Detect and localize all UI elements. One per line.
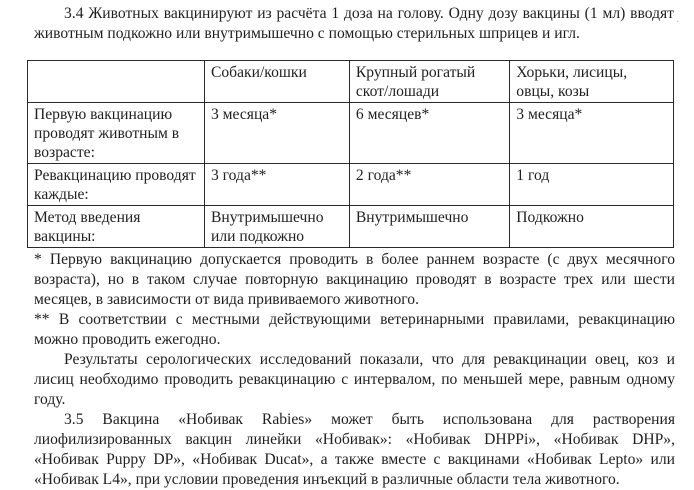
table-row: [28, 103, 674, 164]
table-row-label: Первую вакцинацию проводят животным в возрасте:: [28, 103, 205, 164]
section-number: 3.4: [64, 5, 84, 22]
table-cell: 3 месяца*: [510, 103, 674, 164]
table-row-label: Метод введения вакцины:: [28, 206, 205, 248]
table-cell: 3 месяца*: [204, 103, 349, 164]
table-header-cell: [28, 61, 205, 103]
margin-mark: .: [676, 11, 679, 25]
table-header-cell: Хорьки, лисицы, овцы, козы: [510, 61, 674, 103]
table-header-cell: Крупный рогатый скот/лошади: [349, 61, 509, 103]
table-cell: 3 года**: [204, 164, 349, 206]
table-header-row: [28, 61, 674, 103]
footnote-first-vaccination: * Первую вакцинацию допускается проводить в более раннем возрасте (с двух месячного возраста), но в таком случае повторную вакцинацию проводят в возрасте трех или шести месяцев, в зависимости от вида прививаемого животного.: [34, 251, 675, 308]
table-cell: Внутримышечно: [349, 206, 509, 248]
intro-paragraph: [34, 4, 674, 44]
footnote-revaccination: ** В соответствии с местными действующими ветеринарными правилами, ревакцинацию можно проводить ежегодно.: [34, 311, 675, 348]
section-3-5-paragraph: 3.5 Вакцина «Нобивак Rabies» может быть использована для растворения лиофилизированных вакцин линейки «Нобивак»: «Нобивак DHPPi», «Нобивак DHP», «Нобивак Puppy DP», «Нобивак Ducat», а также вместе с вакцинами «Нобивак Lepto» или «Нобивак L4», при условии проведения инъекций в различные области тела животного.: [34, 411, 675, 488]
table-row: [28, 164, 674, 206]
table-row: [28, 206, 674, 248]
table-cell: Внутримышечно или подкожно: [204, 206, 349, 248]
notes-block: [34, 250, 675, 490]
table-cell: Подкожно: [510, 206, 674, 248]
table-cell: 2 года**: [349, 164, 509, 206]
table-cell: 1 год: [510, 164, 674, 206]
serology-paragraph: Результаты серологических исследований показали, что для ревакцинации овец, коз и лисиц необходимо проводить ревакцинацию с интервалом, по меньшей мере, равным одному году.: [34, 351, 675, 408]
table-row-label: Ревакцинацию проводят каждые:: [28, 164, 205, 206]
vaccination-table: [27, 60, 674, 248]
table-header-cell: Собаки/кошки: [204, 61, 349, 103]
table-cell: 6 месяцев*: [349, 103, 509, 164]
intro-text: Животных вакцинируют из расчёта 1 доза на голову. Одну дозу вакцины (1 мл) вводят животным подкожно или внутримышечно с помощью стерильных шприцев и игл.: [34, 5, 674, 42]
